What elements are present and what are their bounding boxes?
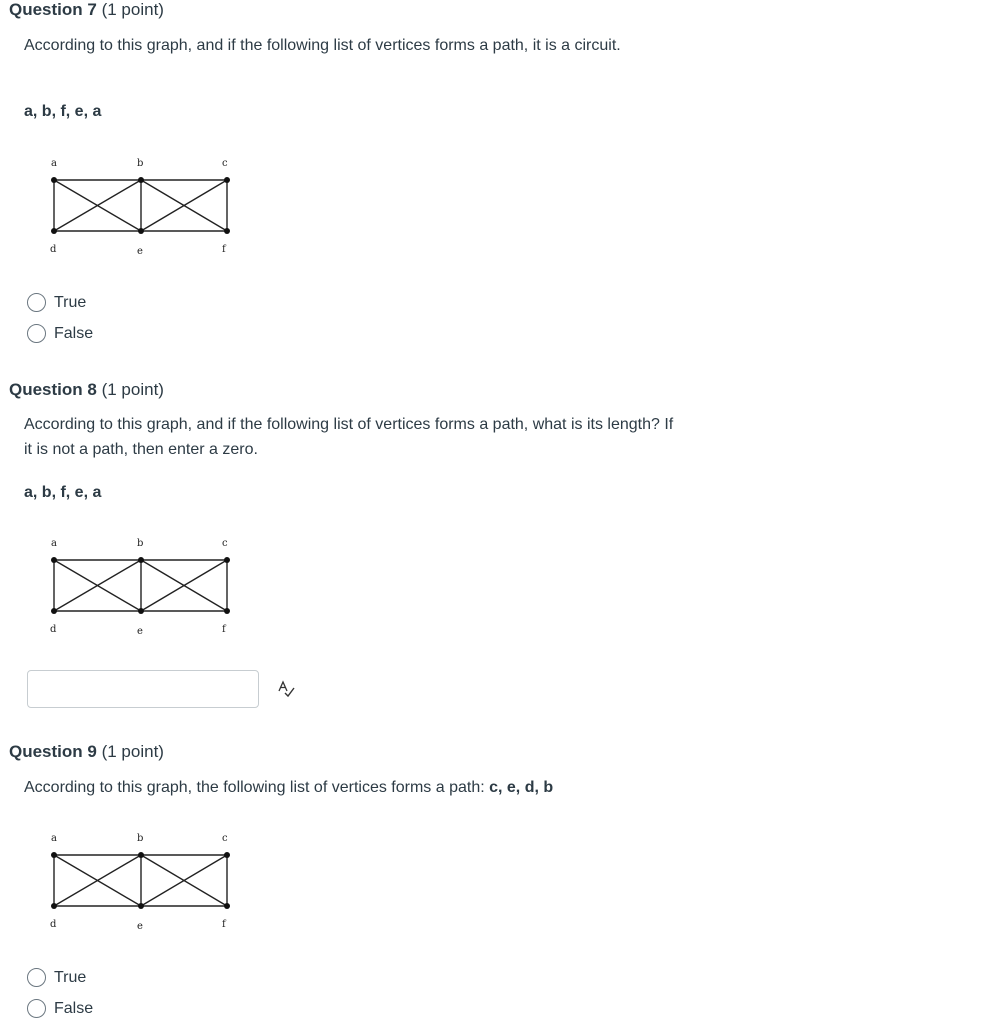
q7-title: [9, 0, 164, 20]
q7-option-true-label: True: [54, 293, 87, 311]
q9-option-false[interactable]: [27, 999, 93, 1018]
vertex-label-b: b: [137, 538, 144, 549]
q9-title-label: Question 9: [9, 742, 97, 761]
vertex-label-c: c: [222, 833, 228, 844]
vertex-label-e: e: [137, 921, 143, 932]
q7-sequence: a, b, f, e, a: [24, 103, 102, 120]
radio-button[interactable]: [27, 999, 46, 1018]
q7-graph: [30, 150, 260, 270]
vertex-label-e: e: [137, 246, 143, 257]
q8-title-label: Question 8: [9, 380, 97, 399]
vertex-label-a: a: [51, 538, 57, 549]
q8-sequence: a, b, f, e, a: [24, 484, 102, 501]
q9-sequence: c, e, d, b: [489, 779, 554, 796]
q7-option-true[interactable]: [27, 293, 86, 312]
q9-graph: [30, 825, 260, 945]
radio-button[interactable]: [27, 324, 46, 343]
q8-answer-input[interactable]: [27, 670, 259, 708]
q7-title-label: Question 7: [9, 0, 97, 19]
radio-button[interactable]: [27, 968, 46, 987]
vertex-label-c: c: [222, 538, 228, 549]
vertex-label-c: c: [222, 158, 228, 169]
vertex-label-a: a: [51, 158, 57, 169]
vertex-label-d: d: [50, 919, 57, 930]
q7-option-false-label: False: [54, 324, 94, 342]
vertex-label-f: f: [222, 919, 226, 930]
vertex-label-f: f: [222, 244, 226, 255]
q8-title: [9, 380, 164, 400]
vertex-label-b: b: [137, 833, 144, 844]
q9-option-true[interactable]: [27, 968, 86, 987]
vertex-label-f: f: [222, 624, 226, 635]
q8-text: According to this graph, and if the following list of vertices forms a path, what is its length? If it is not a path, then enter a zero.: [24, 416, 674, 458]
q7-option-false[interactable]: [27, 324, 93, 343]
q9-option-false-label: False: [54, 999, 94, 1017]
q9-points: (1 point): [101, 742, 164, 761]
radio-button[interactable]: [27, 293, 46, 312]
q9-option-true-label: True: [54, 968, 87, 986]
q8-graph: [30, 530, 260, 650]
vertex-label-b: b: [137, 158, 144, 169]
vertex-label-d: d: [50, 624, 57, 635]
q9-text: [24, 775, 824, 800]
q9-title: [9, 742, 164, 762]
q9-text-prefix: According to this graph, the following list of vertices forms a path:: [24, 779, 490, 796]
q7-text: According to this graph, and if the following list of vertices forms a path, it is a circuit.: [24, 37, 621, 54]
vertex-label-e: e: [137, 626, 143, 637]
vertex-label-d: d: [50, 244, 57, 255]
spellcheck-icon[interactable]: [276, 680, 296, 698]
q7-points: (1 point): [101, 0, 164, 19]
q8-points: (1 point): [101, 380, 164, 399]
vertex-label-a: a: [51, 833, 57, 844]
